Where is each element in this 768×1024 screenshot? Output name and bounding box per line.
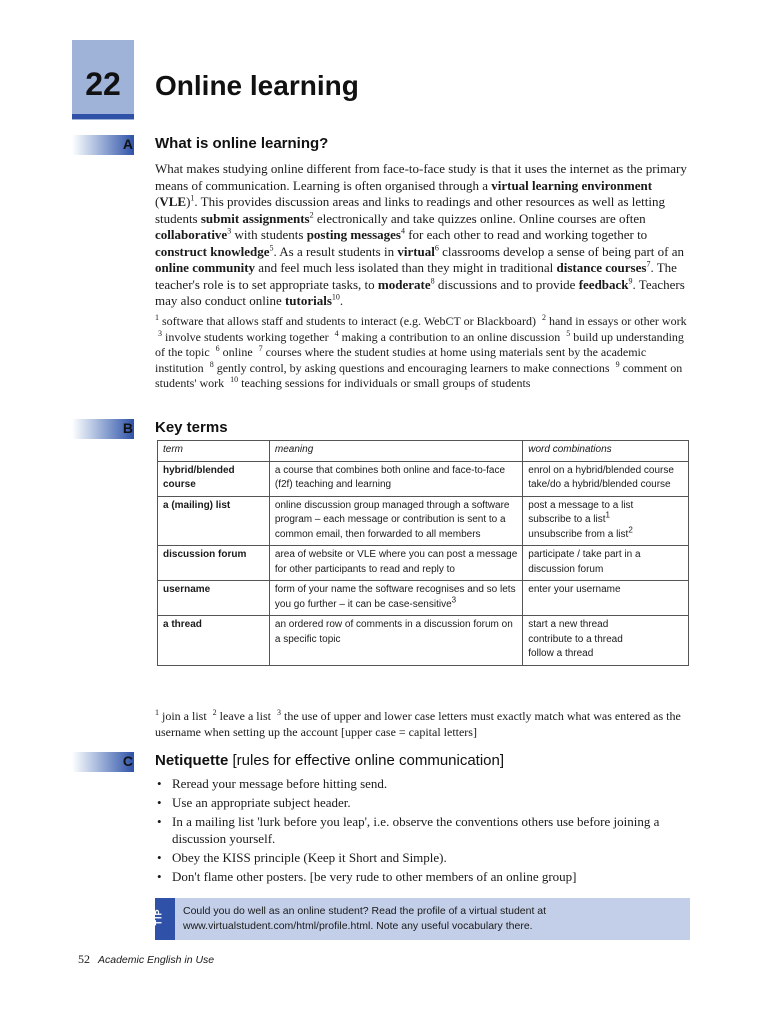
table-row: [158, 496, 689, 546]
section-a-heading: What is online learning?: [155, 135, 329, 152]
section-c-heading-bold: Netiquette: [155, 752, 229, 769]
meaning-cell: a course that combines both online and face-to-face (f2f) teaching and learning: [269, 461, 522, 496]
list-item: • Don't flame other posters. [be very rude to other members of an online group]: [155, 869, 690, 886]
section-a-notes: $^1$ software that allows staff and students to interact (e.g. WebCT or Blackboard) $^2$ hand in essays or other work $^3$ involve students working together $^4$ making a contribution to an online discussion $^5$ build up understanding of the topic $^6$ online $^7$ courses where the student studies at home using materials sent by the academic institution $^8$ gently control, by asking questions and encouraging learners to make connections $^9$ comment on students' work $^{10}$ teaching sessions for individuals or small groups of students: [155, 313, 687, 390]
section-c-heading-rest: [rules for effective online communication]: [228, 752, 505, 769]
unit-accent-bar: [72, 114, 134, 119]
section-c-heading: [155, 752, 504, 769]
page-footer: [78, 952, 214, 967]
netiquette-list: [155, 776, 690, 888]
combinations-cell: start a new thread contribute to a thread follow a thread: [523, 616, 689, 666]
term-cell: a (mailing) list: [158, 496, 270, 546]
tip-text: Could you do well as an online student? Read the profile of a virtual student at www.virtualstudent.com/html/profile.html. Note any useful vocabulary there.: [183, 905, 547, 932]
combinations-cell: participate / take part in a discussion forum: [523, 546, 689, 581]
column-header-meaning: meaning: [269, 441, 522, 462]
combinations-cell: enrol on a hybrid/blended course take/do a hybrid/blended course: [523, 461, 689, 496]
key-terms-table: [157, 440, 689, 666]
section-a-letter: A: [122, 136, 133, 152]
section-b-letter: B: [122, 420, 133, 436]
meaning-cell: form of your name the software recognises and so lets you go further – it can be case-sensitive$^3$: [269, 581, 522, 616]
tip-label: TIP: [153, 908, 164, 926]
list-item: • In a mailing list 'lurk before you leap', i.e. observe the conventions others use before joining a discussion yourself.: [155, 814, 690, 847]
column-header-term: term: [158, 441, 270, 462]
meaning-cell: online discussion group managed through a software program – each message or contribution is sent to a common email, then forwarded to all members: [269, 496, 522, 546]
list-item: • Obey the KISS principle (Keep it Short and Simple).: [155, 850, 690, 867]
table-header-row: [158, 441, 689, 462]
term-cell: username: [158, 581, 270, 616]
combinations-cell: enter your username: [523, 581, 689, 616]
term-cell: hybrid/blended course: [158, 461, 270, 496]
list-item: • Reread your message before hitting send.: [155, 776, 690, 793]
unit-number: 22: [85, 66, 121, 102]
section-b-heading: Key terms: [155, 419, 228, 436]
section-a-paragraph: What makes studying online different from face-to-face study is that it uses the internet as the primary means of communication. Learning is often organised through a virtual learning environment (VLE)$^1$. This provides discussion areas and links to readings and other resources as well as letting students submit assignments$^2$ electronically and take quizzes online. Online courses are often collaborative$^3$ with students posting messages$^4$ for each other to read and working together to construct knowledge$^5$. As a result students in virtual$^6$ classrooms develop a sense of being part of an online community and feel much less isolated than they might in traditional distance courses$^7$. The teacher's role is to set appropriate tasks, to moderate$^8$ discussions and to provide feedback$^9$. Teachers may also conduct online tutorials$^{10}$.: [155, 161, 687, 308]
book-title: Academic English in Use: [98, 954, 215, 966]
table-row: [158, 616, 689, 666]
page-number: 52: [78, 952, 90, 966]
section-c-letter: C: [122, 753, 133, 769]
table-row: [158, 546, 689, 581]
section-b-notes: $^1$ join a list $^2$ leave a list $^3$ the use of upper and lower case letters must exactly match what was entered as the username when setting up the account [upper case = capital letters]: [155, 708, 681, 739]
page-title: Online learning: [155, 70, 359, 101]
meaning-cell: area of website or VLE where you can post a message for other participants to read and reply to: [269, 546, 522, 581]
term-cell: discussion forum: [158, 546, 270, 581]
meaning-cell: an ordered row of comments in a discussion forum on a specific topic: [269, 616, 522, 666]
column-header-word-combinations: word combinations: [523, 441, 689, 462]
combinations-cell: post a message to a list subscribe to a list$^1$ unsubscribe from a list$^2$: [523, 496, 689, 546]
term-cell: a thread: [158, 616, 270, 666]
table-row: [158, 581, 689, 616]
list-item: • Use an appropriate subject header.: [155, 795, 690, 812]
tip-box: [155, 898, 690, 940]
table-row: [158, 461, 689, 496]
tip-label-bar: [155, 898, 175, 940]
